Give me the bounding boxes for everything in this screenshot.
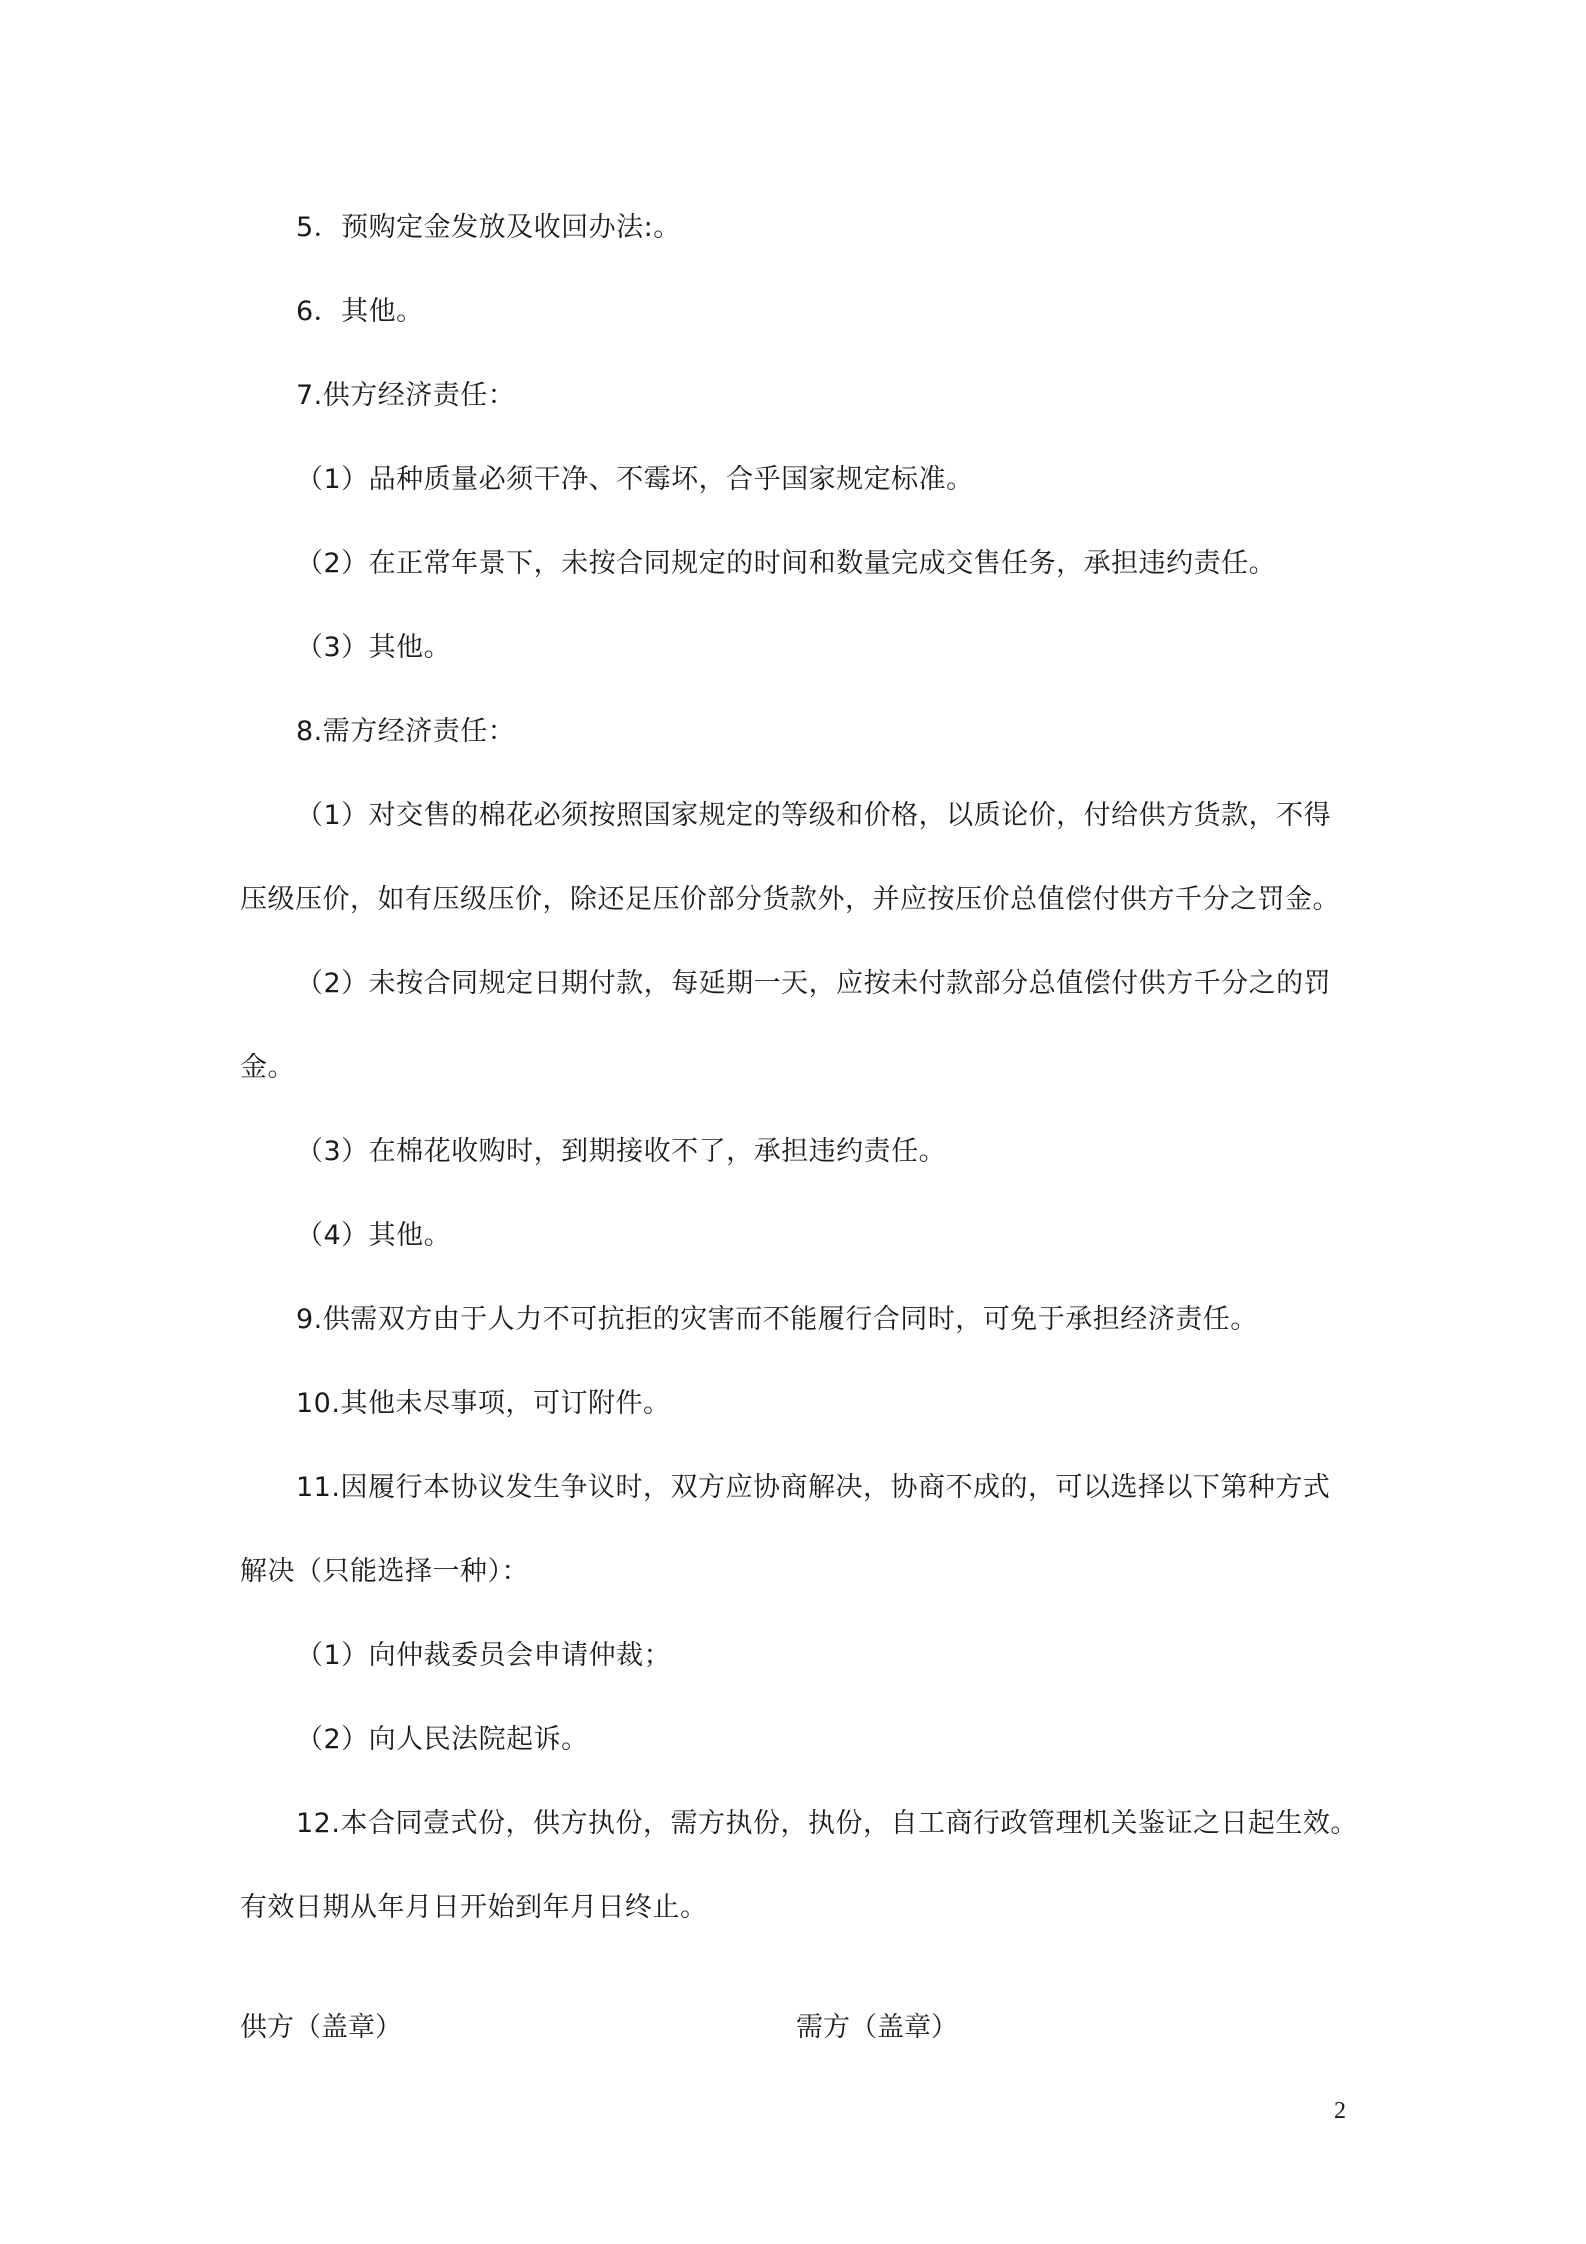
clause-11-cont: 解决（只能选择一种）： [240, 1556, 529, 1587]
clause-8-3: （3）在棉花收购时，到期接收不了，承担违约责任。 [296, 1136, 947, 1167]
clause-8-1-cont: 压级压价，如有压级压价，除还足压价部分货款外，并应按压价总值偿付供方千分之罚金。 [240, 884, 1340, 915]
clause-12-cont: 有效日期从年月日开始到年月日终止。 [240, 1892, 708, 1923]
clause-7-title: 7.供方经济责任： [296, 380, 516, 411]
supplier-signature: 供方（盖章） [240, 2012, 402, 2043]
clause-6: 6．其他。 [296, 296, 424, 327]
clause-11: 11.因履行本协议发生争议时，双方应协商解决，协商不成的，可以选择以下第种方式 [296, 1472, 1331, 1503]
clause-8-4: （4）其他。 [296, 1220, 452, 1251]
clause-12: 12.本合同壹式份，供方执份，需方执份，执份，自工商行政管理机关鉴证之日起生效。 [296, 1808, 1358, 1839]
clause-8-2-cont: 金。 [240, 1052, 295, 1083]
clause-7-3: （3）其他。 [296, 632, 452, 663]
clause-7-1: （1）品种质量必须干净、不霉坏，合乎国家规定标准。 [296, 464, 974, 495]
page-number: 2 [1334, 2098, 1346, 2124]
clause-8-2: （2）未按合同规定日期付款，每延期一天，应按未付款部分总值偿付供方千分之的罚 [296, 968, 1332, 999]
buyer-signature: 需方（盖章） [796, 2012, 958, 2043]
clause-5: 5．预购定金发放及收回办法:。 [296, 212, 681, 243]
clause-9: 9.供需双方由于人力不可抗拒的灾害而不能履行合同时，可免于承担经济责任。 [296, 1304, 1258, 1335]
clause-8-title: 8.需方经济责任： [296, 716, 516, 747]
clause-7-2: （2）在正常年景下，未按合同规定的时间和数量完成交售任务，承担违约责任。 [296, 548, 1277, 579]
clause-11-2: （2）向人民法院起诉。 [296, 1724, 589, 1755]
clause-8-1: （1）对交售的棉花必须按照国家规定的等级和价格，以质论价，付给供方货款，不得 [296, 800, 1332, 831]
clause-10: 10.其他未尽事项，可订附件。 [296, 1388, 671, 1419]
clause-11-1: （1）向仲裁委员会申请仲裁； [296, 1640, 672, 1671]
